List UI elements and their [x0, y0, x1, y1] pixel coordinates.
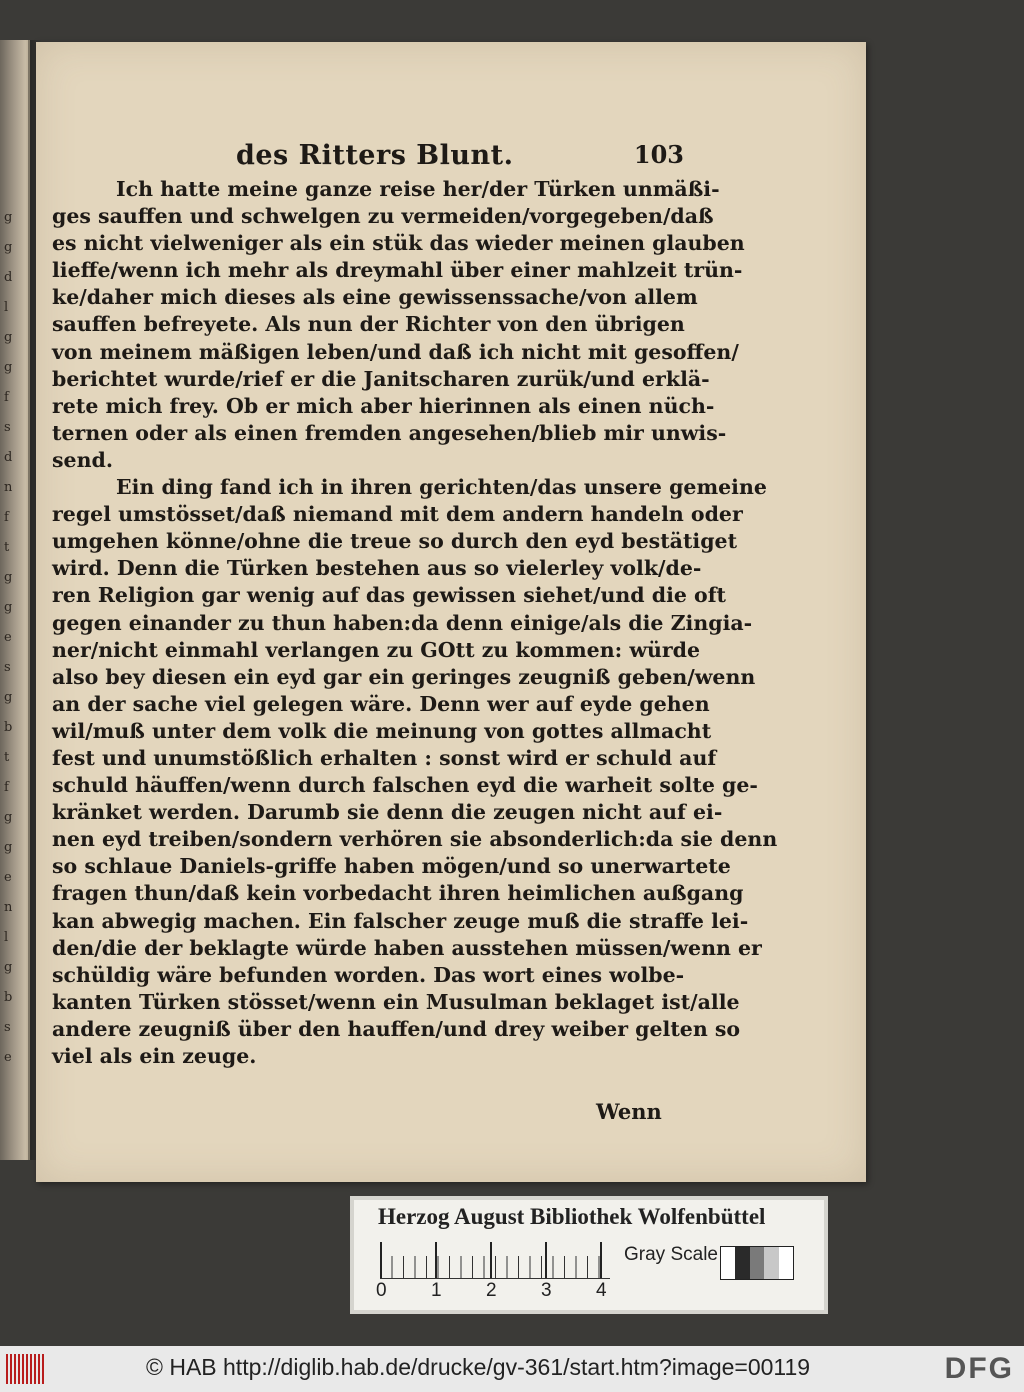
prev-page-glyph: t: [4, 540, 10, 555]
gray-scale-label: Gray Scale: [624, 1244, 718, 1265]
hab-logo-icon: [6, 1354, 44, 1384]
text-line: schüldig wäre befunden worden. Das wort eines wolbe-: [52, 962, 685, 987]
ruler-label: 3: [541, 1280, 552, 1301]
prev-page-glyph: g: [4, 690, 13, 705]
text-line: send.: [52, 447, 113, 472]
page-number: 103: [633, 140, 684, 169]
prev-page-glyph: d: [4, 270, 13, 285]
prev-page-glyph: f: [4, 510, 9, 525]
prev-page-glyph: g: [4, 810, 13, 825]
gray-scale-swatches: [720, 1246, 794, 1280]
running-title: des Ritters Blunt.: [236, 140, 514, 171]
prev-page-glyph: g: [4, 600, 13, 615]
prev-page-glyph: e: [4, 870, 12, 885]
text-line: von meinem mäßigen leben/und daß ich nicht mit gesoffen/: [52, 339, 739, 364]
gray-swatch: [721, 1247, 735, 1279]
color-scale-card: [350, 1196, 828, 1314]
ruler-label: 1: [431, 1280, 442, 1301]
prev-page-glyph: b: [4, 990, 13, 1005]
text-line: umgehen könne/ohne die treue so durch den eyd bestätiget: [52, 529, 738, 554]
copyright-url: © HAB http://diglib.hab.de/drucke/gv-361/start.htm?image=00119: [146, 1354, 811, 1380]
prev-page-glyph: s: [4, 1020, 11, 1035]
text-line: wird. Denn die Türken bestehen aus so vielerley volk/de-: [52, 556, 702, 581]
ruler: [376, 1242, 610, 1301]
text-line: Ein ding fand ich in ihren gerichten/das unsere gemeine: [116, 475, 767, 500]
dfg-logo: DFG: [944, 1352, 1014, 1385]
prev-page-glyph: f: [4, 780, 9, 795]
gray-swatch: [764, 1247, 778, 1279]
prev-page-glyph: s: [4, 660, 11, 675]
gray-swatch: [779, 1247, 793, 1279]
ruler-major-tick: [380, 1242, 382, 1278]
prev-page-glyph: g: [4, 240, 13, 255]
prev-page-glyph: d: [4, 450, 13, 465]
prev-page-glyph: f: [4, 390, 9, 405]
library-name: Herzog August Bibliothek Wolfenbüttel: [378, 1204, 766, 1229]
text-line: schuld häuffen/wenn durch falschen eyd die warheit solte ge-: [52, 773, 758, 798]
text-line: viel als ein zeuge.: [52, 1044, 257, 1068]
text-line: kränket werden. Darumb sie denn die zeugen nicht auf ei-: [52, 800, 723, 825]
text-line: kanten Türken stösset/wenn ein Musulman beklaget ist/alle: [52, 989, 740, 1014]
ruler-label: 0: [376, 1280, 387, 1301]
prev-page-glyph: g: [4, 840, 13, 855]
prev-page-glyph: g: [4, 210, 13, 225]
ruler-major-tick: [545, 1242, 547, 1278]
text-line: nen eyd treiben/sondern verhören sie absonderlich:da sie denn: [52, 827, 778, 852]
prev-page-glyph: n: [4, 900, 13, 915]
prev-page-glyph: t: [4, 750, 10, 765]
text-line: fragen thun/daß kein vorbedacht ihren heimlichen außgang: [52, 881, 744, 906]
prev-page-glyph: e: [4, 1050, 12, 1065]
ruler-major-tick: [600, 1242, 602, 1278]
text-line: kan abwegig machen. Ein falscher zeuge muß die straffe lei-: [52, 908, 749, 933]
gray-swatch: [735, 1247, 749, 1279]
catchword: Wenn: [596, 1099, 662, 1124]
text-line: ke/daher mich dieses als eine gewissenssache/von allem: [52, 285, 698, 310]
footer-bar: [0, 1346, 1024, 1392]
text-line: sauffen befreyete. Als nun der Richter von den übrigen: [52, 312, 685, 337]
prev-page-glyph: l: [4, 930, 9, 945]
body-text: [52, 176, 778, 1070]
text-line: Ich hatte meine ganze reise her/der Türken unmäßi-: [116, 177, 720, 201]
text-line: gegen einander zu thun haben:da denn einige/als die Zingia-: [52, 610, 753, 635]
text-line: es nicht vielweniger als ein stük das wieder meinen glauben: [52, 231, 745, 256]
page-header: [236, 140, 684, 176]
text-line: ren Religion gar wenig auf das gewissen siehet/und die oft: [52, 583, 727, 608]
prev-page-glyph: g: [4, 330, 13, 345]
ruler-major-tick: [435, 1242, 437, 1278]
ruler-label: 2: [486, 1280, 497, 1301]
text-line: den/die der beklagte würde haben ausstehen müssen/wenn er: [52, 935, 762, 960]
text-line: an der sache viel gelegen wäre. Denn wer auf eyde gehen: [52, 691, 710, 716]
gray-swatch: [750, 1247, 764, 1279]
prev-page-glyph: b: [4, 720, 13, 735]
text-line: rete mich frey. Ob er mich aber hierinnen als einen nüch-: [52, 393, 715, 418]
ruler-major-tick: [490, 1242, 492, 1278]
text-line: ternen oder als einen fremden angesehen/blieb mir unwis-: [52, 420, 727, 445]
prev-page-glyph: e: [4, 630, 12, 645]
prev-page-glyph: s: [4, 420, 11, 435]
prev-page-glyph: g: [4, 960, 13, 975]
text-line: so schlaue Daniels-griffe haben mögen/und so unerwartete: [52, 854, 731, 879]
prev-page-glyph: l: [4, 300, 9, 315]
text-line: andere zeugniß über den hauffen/und drey weiber gelten so: [52, 1016, 741, 1041]
text-line: ges sauffen und schwelgen zu vermeiden/vorgegeben/daß: [52, 204, 714, 229]
book-page: [36, 42, 866, 1182]
text-line: wil/muß unter dem volk die meinung von gottes allmacht: [52, 718, 712, 743]
prev-page-glyph: n: [4, 480, 13, 495]
text-line: fest und unumstößlich erhalten : sonst wird er schuld auf: [52, 745, 717, 770]
text-line: ner/nicht einmahl verlangen zu GOtt zu kommen: würde: [52, 637, 701, 662]
prev-page-glyph: g: [4, 360, 13, 375]
ruler-label: 4: [596, 1280, 607, 1301]
text-line: berichtet wurde/rief er die Janitscharen zurük/und erklä-: [52, 366, 710, 391]
text-line: also bey diesen ein eyd gar ein geringes zeugniß geben/wenn: [52, 664, 756, 689]
text-line: lieffe/wenn ich mehr als dreymahl über einer mahlzeit trün-: [52, 258, 743, 283]
text-line: regel umstösset/daß niemand mit dem andern handeln oder: [52, 502, 743, 527]
prev-page-glyph: g: [4, 570, 13, 585]
previous-page-edge: [0, 40, 30, 1160]
